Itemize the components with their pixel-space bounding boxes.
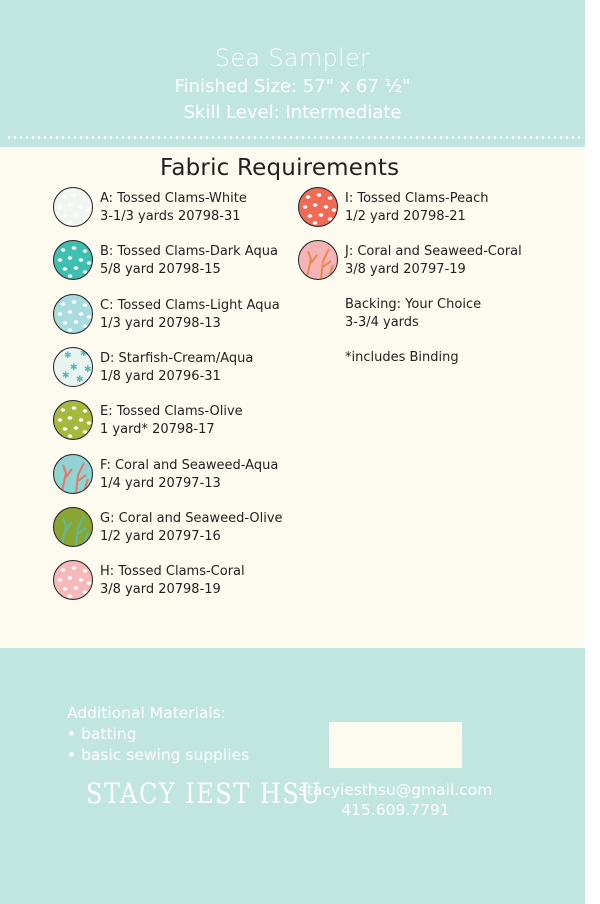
fabric-amount: 1/4 yard 20797-13 [100,475,221,491]
starfish-cream-aqua-swatch-icon [53,347,93,387]
fabric-requirements-heading: Fabric Requirements [160,155,400,181]
clams-peach-swatch-icon [298,187,338,227]
fabric-amount: 3/8 yard 20798-19 [100,582,221,598]
coral-seaweed-olive-swatch-icon [53,507,93,547]
fabric-amount: 1/8 yard 20796-31 [100,368,221,384]
fabric-name: J: Coral and Seaweed-Coral [345,244,522,260]
coral-seaweed-coral-swatch-icon [298,240,338,280]
designer-logo: STACY IEST HSU [86,777,322,811]
svg-text:✱: ✱ [84,364,92,375]
fabric-amount: 1/2 yard 20798-21 [345,209,466,224]
contact-email[interactable]: stacyiesthsu@gmail.com [298,781,493,799]
label-box [329,722,462,768]
contact-phone: 415.609.7791 [341,801,450,819]
material-item: • basic sewing supplies [67,746,250,764]
additional-materials [67,703,249,766]
clams-light-aqua-swatch-icon [53,294,93,334]
fabric-amount: 3/8 yard 20797-19 [345,262,466,278]
fabric-name: A: Tossed Clams-White [100,191,247,206]
coral-seaweed-aqua-swatch-icon [53,454,93,494]
svg-text:✱: ✱ [80,348,88,359]
fabric-name: F: Coral and Seaweed-Aqua [100,457,279,473]
fabric-name: B: Tossed Clams-Dark Aqua [100,244,278,260]
material-item: • batting [67,725,137,743]
svg-text:✱: ✱ [70,362,78,373]
fabric-amount: 3-1/3 yards 20798-31 [100,209,241,224]
svg-text:✱: ✱ [62,370,70,381]
skill-level: Skill Level: Intermediate [183,102,402,123]
finished-size: Finished Size: 57" x 67 ½" [174,76,411,97]
fabric-amount: 1 yard* 20798-17 [100,422,215,438]
fabric-name: H: Tossed Clams-Coral [100,564,245,580]
fabric-amount: 5/8 yard 20798-15 [100,262,221,278]
fabric-name: D: Starfish-Cream/Aqua [100,350,254,366]
binding-note: *includes Binding [345,350,459,365]
pattern-header [0,0,585,147]
pattern-title: Sea Sampler [214,44,371,72]
clams-coral-swatch-icon [53,560,93,600]
clams-olive-swatch-icon [53,400,93,440]
fabric-name: G: Coral and Seaweed-Olive [100,510,283,526]
backing-name: Backing: Your Choice [345,297,482,312]
page-edge [585,0,600,904]
backing-amount: 3-3/4 yards [345,315,419,330]
fabric-name: C: Tossed Clams-Light Aqua [100,297,280,313]
fabric-name: I: Tossed Clams-Peach [345,191,489,206]
materials-title: Additional Materials: [67,704,227,722]
fabric-amount: 1/3 yard 20798-13 [100,315,221,331]
pattern-footer [0,648,585,904]
clams-white-swatch-icon [53,187,93,227]
fabric-amount: 1/2 yard 20797-16 [100,528,221,544]
fabric-name: E: Tossed Clams-Olive [100,404,243,420]
contact-info [293,780,498,820]
svg-text:✱: ✱ [64,350,72,361]
dotted-divider-top [6,136,584,139]
svg-text:✱: ✱ [76,374,84,385]
clams-dark-aqua-swatch-icon [53,240,93,280]
